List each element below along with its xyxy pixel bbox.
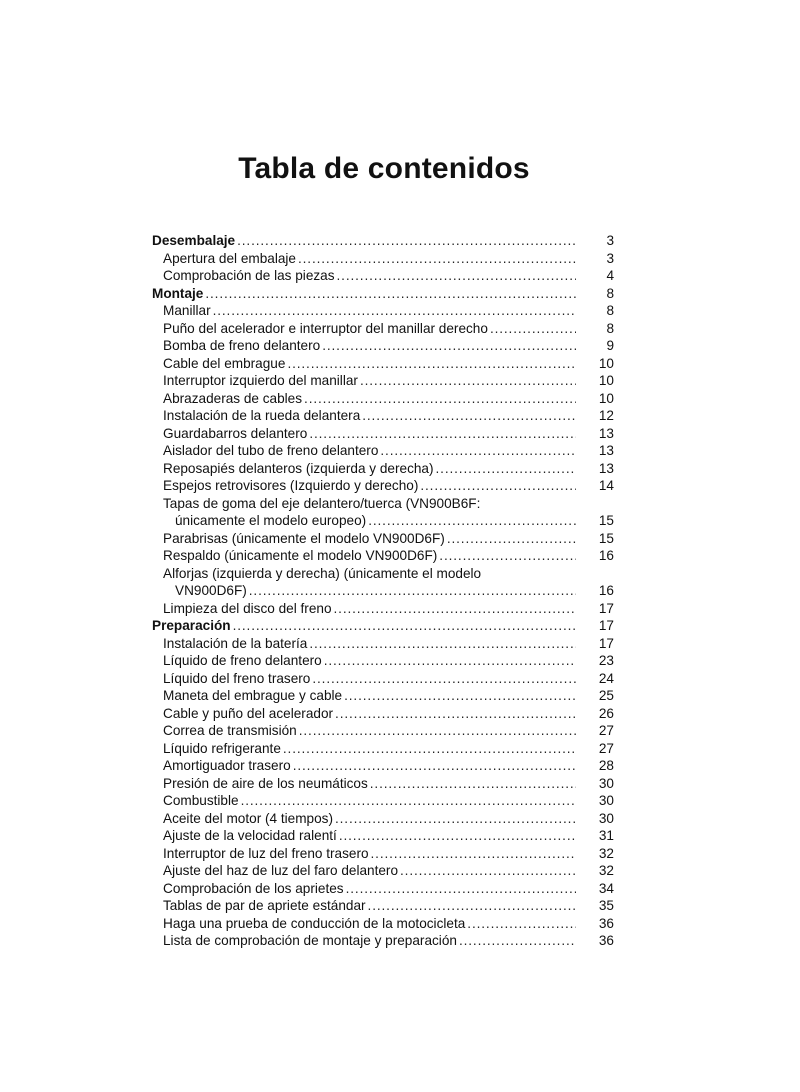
toc-item-entry[interactable] — [152, 547, 614, 565]
dot-leader — [380, 442, 576, 460]
dot-leader — [312, 670, 576, 688]
dot-leader — [213, 302, 576, 320]
dot-leader — [337, 267, 576, 285]
toc-entry-label: Interruptor izquierdo del manillar — [163, 373, 358, 388]
toc-section-entry[interactable] — [152, 617, 614, 635]
toc-page-number: 35 — [598, 898, 614, 913]
toc-page-number: 10 — [598, 373, 614, 388]
toc-entry-label: Comprobación de las piezas — [163, 268, 335, 283]
toc-item-entry[interactable] — [152, 407, 614, 425]
toc-item-entry[interactable] — [152, 705, 614, 723]
dot-leader — [322, 337, 576, 355]
dot-leader — [368, 897, 576, 915]
toc-page-number: 24 — [598, 670, 614, 686]
dot-leader — [298, 250, 576, 268]
dot-leader — [205, 285, 576, 303]
toc-page-number: 32 — [598, 845, 614, 861]
dot-leader — [371, 845, 576, 863]
dot-leader — [339, 827, 576, 845]
dot-leader — [293, 757, 576, 775]
toc-item-entry[interactable] — [152, 862, 614, 880]
dot-leader — [436, 460, 576, 478]
toc-item-entry[interactable] — [152, 670, 614, 688]
toc-entry-label: Líquido refrigerante — [163, 740, 281, 756]
toc-entry-label: Reposapiés delanteros (izquierda y derecha) — [163, 460, 434, 476]
toc-item-entry[interactable] — [152, 302, 614, 320]
toc-item-entry[interactable] — [152, 652, 614, 670]
toc-item-entry[interactable] — [152, 792, 614, 810]
toc-item-entry[interactable] — [152, 390, 614, 408]
toc-entry-label: Puño del acelerador e interruptor del manillar derecho — [163, 320, 488, 336]
toc-page-number: 13 — [598, 425, 614, 441]
toc-item-entry[interactable] — [152, 495, 614, 530]
dot-leader — [459, 932, 576, 950]
toc-entry-label: Amortiguador trasero — [163, 758, 291, 773]
toc-entry-label: Cable del embrague — [163, 355, 286, 371]
dot-leader — [309, 425, 576, 443]
toc-entry-label: Ajuste de la velocidad ralentí — [163, 828, 337, 843]
dot-leader — [362, 407, 576, 425]
toc-entry-label: Desembalaje — [152, 233, 236, 248]
toc-page-number: 13 — [598, 443, 614, 458]
toc-page-number: 34 — [598, 880, 614, 896]
dot-leader — [335, 810, 576, 828]
toc-section-entry[interactable] — [152, 285, 614, 303]
toc-entry-label: Bomba de freno delantero — [163, 338, 321, 353]
toc-item-entry[interactable] — [152, 827, 614, 845]
toc-page-number: 8 — [606, 303, 614, 318]
toc-entry-label: Abrazaderas de cables — [163, 390, 303, 406]
toc-item-entry[interactable] — [152, 897, 614, 915]
toc-item-entry[interactable] — [152, 600, 614, 618]
toc-page-number: 10 — [598, 390, 614, 406]
dot-leader — [344, 687, 576, 705]
dot-leader — [400, 862, 576, 880]
toc-page-number: 8 — [606, 285, 614, 301]
dot-leader — [370, 775, 576, 793]
toc-page-number: 30 — [598, 793, 614, 808]
toc-item-entry[interactable] — [152, 477, 614, 495]
toc-page-number: 17 — [598, 618, 614, 633]
toc-entry-label-line: Tapas de goma del eje delantero/tuerca (VN900B6F: — [163, 495, 481, 511]
toc-entry-label: Líquido de freno delantero — [163, 653, 322, 668]
toc-page-number: 28 — [598, 758, 614, 773]
toc-entry-label: Presión de aire de los neumáticos — [163, 775, 368, 791]
toc-entry-label: Tablas de par de apriete estándar — [163, 898, 366, 913]
toc-entry-label: Aislador del tubo de freno delantero — [163, 443, 379, 458]
toc-page-number: 17 — [598, 635, 614, 651]
toc-entry-label: Guardabarros delantero — [163, 425, 308, 441]
toc-page-number: 15 — [598, 513, 614, 528]
dot-leader — [324, 652, 576, 670]
toc-page-number: 8 — [606, 320, 614, 336]
toc-entry-label: Aceite del motor (4 tiempos) — [163, 810, 333, 826]
dot-leader — [309, 635, 576, 653]
toc-item-entry[interactable] — [152, 460, 614, 478]
toc-entry-label: Montaje — [152, 285, 204, 301]
toc-item-entry[interactable] — [152, 425, 614, 443]
table-of-contents — [152, 232, 614, 950]
toc-entry-label: Limpieza del disco del freno — [163, 600, 332, 616]
toc-page-number: 10 — [598, 355, 614, 371]
toc-item-entry[interactable] — [152, 740, 614, 758]
dot-leader — [287, 355, 576, 373]
toc-section-entry[interactable] — [152, 232, 614, 250]
toc-item-entry[interactable] — [152, 687, 614, 705]
toc-page-number: 3 — [606, 250, 614, 266]
toc-page-number: 13 — [598, 460, 614, 476]
toc-page-number: 12 — [598, 408, 614, 423]
toc-item-entry[interactable] — [152, 880, 614, 898]
toc-page-number: 30 — [598, 810, 614, 826]
dot-leader — [299, 722, 576, 740]
toc-item-entry[interactable] — [152, 530, 614, 548]
toc-page-number: 30 — [598, 775, 614, 791]
toc-item-entry[interactable] — [152, 565, 614, 600]
toc-page-number: 15 — [598, 530, 614, 546]
toc-entry-label: Comprobación de los aprietes — [163, 880, 344, 896]
toc-entry-label: Interruptor de luz del freno trasero — [163, 845, 369, 861]
dot-leader — [237, 232, 576, 250]
toc-entry-label: Instalación de la batería — [163, 635, 308, 651]
toc-entry-label: únicamente el modelo europeo) — [175, 513, 367, 528]
toc-item-entry[interactable] — [152, 355, 614, 373]
toc-item-entry[interactable] — [152, 337, 614, 355]
toc-page-number: 27 — [598, 723, 614, 738]
toc-entry-label: VN900D6F) — [175, 583, 247, 598]
toc-page-number: 23 — [598, 653, 614, 668]
toc-page-number: 4 — [606, 268, 614, 283]
dot-leader — [360, 372, 576, 390]
toc-entry-label: Haga una prueba de conducción de la motocicleta — [163, 915, 466, 931]
toc-entry-label: Líquido del freno trasero — [163, 670, 311, 686]
dot-leader — [335, 705, 576, 723]
toc-entry-label: Respaldo (únicamente el modelo VN900D6F) — [163, 548, 438, 563]
toc-page-number: 16 — [598, 548, 614, 563]
toc-entry-label-line: Alforjas (izquierda y derecha) (únicamente el modelo — [163, 565, 482, 581]
dot-leader — [233, 617, 576, 635]
toc-entry-label: Apertura del embalaje — [163, 250, 296, 266]
toc-entry-label: Parabrisas (únicamente el modelo VN900D6F) — [163, 530, 445, 546]
toc-item-entry[interactable] — [152, 932, 614, 950]
toc-item-entry[interactable] — [152, 757, 614, 775]
dot-leader — [304, 390, 576, 408]
toc-page-number: 3 — [606, 233, 614, 248]
toc-page-number: 26 — [598, 705, 614, 721]
toc-page-number: 9 — [606, 338, 614, 353]
toc-item-entry[interactable] — [152, 267, 614, 285]
dot-leader — [346, 880, 576, 898]
toc-entry-label: Combustible — [163, 793, 239, 808]
toc-item-entry[interactable] — [152, 442, 614, 460]
toc-page-number: 14 — [598, 478, 614, 493]
dot-leader — [334, 600, 576, 618]
toc-item-entry[interactable] — [152, 372, 614, 390]
dot-leader — [249, 582, 576, 600]
toc-page-number: 31 — [598, 828, 614, 843]
toc-page-number: 16 — [598, 583, 614, 598]
toc-page-number: 27 — [598, 740, 614, 756]
dot-leader — [439, 547, 576, 565]
toc-entry-label: Ajuste del haz de luz del faro delantero — [163, 863, 399, 878]
toc-entry-label: Espejos retrovisores (Izquierdo y derecho) — [163, 478, 419, 493]
dot-leader — [420, 477, 576, 495]
toc-page-number: 36 — [598, 915, 614, 931]
toc-item-entry[interactable] — [152, 915, 614, 933]
page-title: Tabla de contenidos — [238, 152, 530, 185]
toc-page-number: 25 — [598, 688, 614, 703]
toc-page-number: 32 — [598, 863, 614, 878]
dot-leader — [467, 915, 576, 933]
toc-entry-label: Preparación — [152, 618, 231, 633]
toc-entry-label: Correa de transmisión — [163, 723, 297, 738]
toc-entry-label: Lista de comprobación de montaje y preparación — [163, 933, 457, 948]
toc-item-entry[interactable] — [152, 845, 614, 863]
toc-item-entry[interactable] — [152, 810, 614, 828]
toc-item-entry[interactable] — [152, 722, 614, 740]
toc-page-number: 36 — [598, 933, 614, 948]
dot-leader — [283, 740, 576, 758]
toc-item-entry[interactable] — [152, 250, 614, 268]
toc-item-entry[interactable] — [152, 635, 614, 653]
toc-entry-label: Maneta del embrague y cable — [163, 688, 343, 703]
dot-leader — [368, 512, 576, 530]
dot-leader — [490, 320, 576, 338]
toc-entry-label: Manillar — [163, 303, 211, 318]
dot-leader — [447, 530, 576, 548]
toc-entry-label: Cable y puño del acelerador — [163, 705, 334, 721]
toc-page-number: 17 — [598, 600, 614, 616]
toc-entry-label: Instalación de la rueda delantera — [163, 408, 361, 423]
toc-item-entry[interactable] — [152, 775, 614, 793]
toc-item-entry[interactable] — [152, 320, 614, 338]
dot-leader — [241, 792, 576, 810]
